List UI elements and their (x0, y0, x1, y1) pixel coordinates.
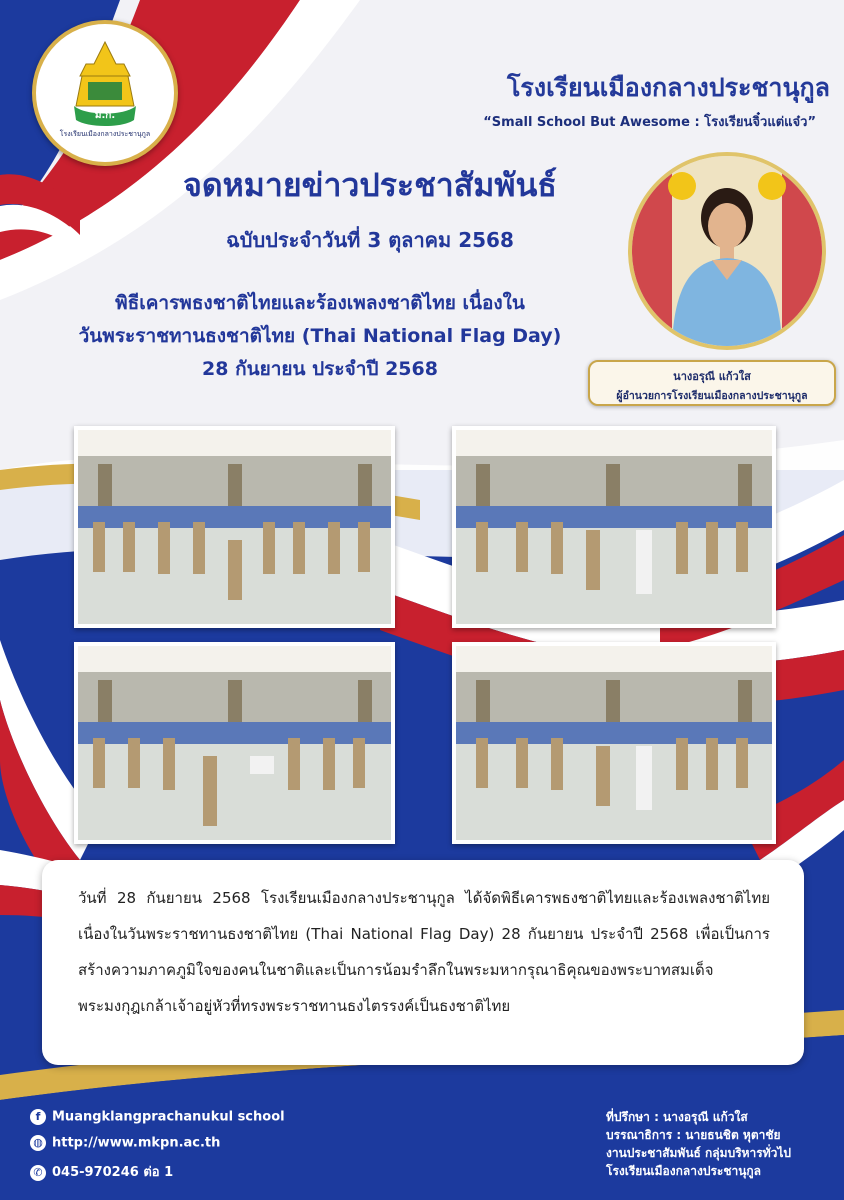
school-slogan: “Small School But Awesome : โรงเรียนจิ๋วแต่แจ๋ว” (483, 115, 816, 130)
facebook-label: Muangklangprachanukul school (52, 1109, 285, 1125)
globe-icon: ◍ (30, 1135, 46, 1151)
director-nameplate (588, 360, 836, 406)
topic-line-2: วันพระราชทานธงชาติไทย (Thai National Flag Day) (78, 325, 562, 347)
contact-phone[interactable] (30, 1161, 173, 1182)
director-name: นางอรุณี แก้วใส (673, 370, 751, 383)
credit-advisor: ที่ปรึกษา : นางอรุณี แก้วใส (606, 1110, 748, 1124)
event-photo-4 (452, 642, 776, 844)
event-photo-2 (452, 426, 776, 628)
contact-facebook[interactable] (30, 1109, 285, 1125)
contact-website[interactable] (30, 1135, 220, 1151)
topic-line-1: พิธีเคารพธงชาติไทยและร้องเพลงชาติไทย เนื่องใน (115, 292, 525, 314)
credit-school: โรงเรียนเมืองกลางประชานุกูล (606, 1164, 762, 1178)
event-photo-1 (74, 426, 395, 628)
newsletter-title: จดหมายข่าวประชาสัมพันธ์ (183, 166, 557, 204)
credit-department: งานประชาสัมพันธ์ กลุ่มบริหารทั่วไป (606, 1146, 792, 1160)
logo-text: ม.ก. (94, 110, 116, 121)
topic-line-3: 28 กันยายน ประจำปี 2568 (202, 358, 438, 380)
article-box (42, 860, 804, 1065)
credit-editor: บรรณาธิการ : นายธนชิต หุตาชัย (606, 1128, 781, 1142)
website-label: http://www.mkpn.ac.th (52, 1135, 221, 1151)
article-body: วันที่ 28 กันยายน 2568 โรงเรียนเมืองกลางประชานุกูล ได้จัดพิธีเคารพธงชาติไทยและร้องเพลงชาติไทย เนื่องในวันพระราชทานธงชาติไทย (Thai National Flag Day) 28 กันยายน ประจำปี 2568 เพื่อเป็นการสร้างความภาคภูมิใจของคนในชาติและเป็นการน้อมรำลึกในพระมหากรุณาธิคุณของพระบาทสมเด็จพระมงกุฎเกล้าเจ้าอยู่หัวที่ทรงพระราชทานธงไตรรงค์เป็นธงชาติไทย (78, 889, 770, 1015)
facebook-icon: f (30, 1109, 46, 1125)
school-name: โรงเรียนเมืองกลางประชานุกูล (507, 73, 830, 102)
event-photo-3 (74, 642, 395, 844)
logo-caption: โรงเรียนเมืองกลางประชานุกูล (59, 130, 151, 138)
issue-date: ฉบับประจำวันที่ 3 ตุลาคม 2568 (226, 228, 514, 252)
phone-label: 045-970246 ต่อ 1 (52, 1165, 174, 1180)
director-title: ผู้อำนวยการโรงเรียนเมืองกลางประชานุกูล (616, 390, 808, 402)
school-logo (32, 20, 178, 166)
phone-icon: ✆ (30, 1165, 46, 1181)
director-portrait (628, 152, 826, 350)
